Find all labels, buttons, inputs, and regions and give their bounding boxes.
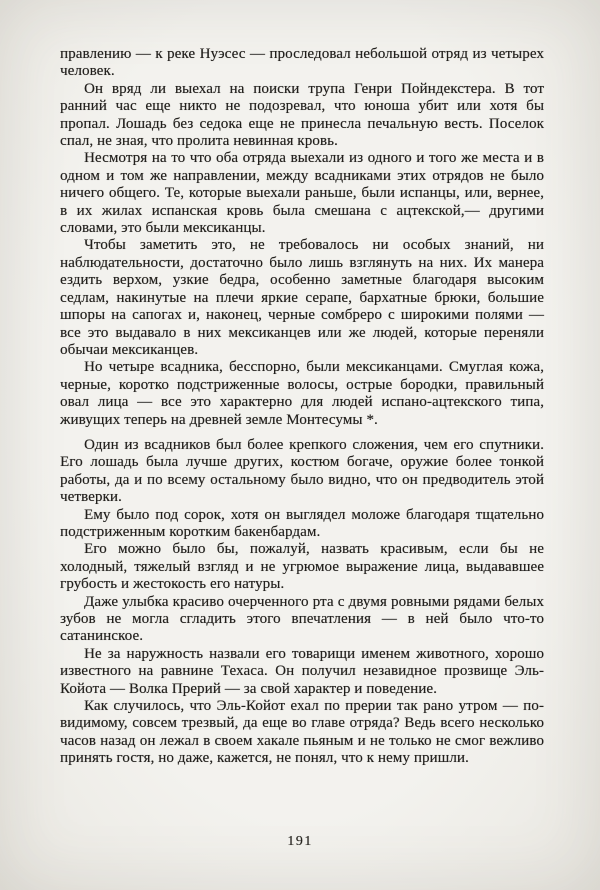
paragraph-continuation: правлению — к реке Нуэсес — проследовал небольшой отряд из четырех человек. xyxy=(60,46,544,80)
paragraph: Ему было под сорок, хотя он выглядел моложе благодаря тщательно подстриженным коротким бакенбардам. xyxy=(60,506,544,540)
paragraph: Не за наружность назвали его товарищи именем животного, хорошо известного на равнине Техаса. Он получил незавидное прозвище Эль-Койота — Волка Прерий — за свой характер и поведение. xyxy=(60,645,544,697)
paragraph: Как случилось, что Эль-Койот ехал по прерии так рано утром — по-видимому, совсем трезвый, да еще во главе отряда? Ведь всего несколько часов назад он лежал в своем хакале пьяным и не только не смог вежливо принять гостя, но даже, кажется, не понял, что к нему пришли. xyxy=(60,698,544,767)
paragraph: Даже улыбка красиво очерченного рта с двумя ровными рядами белых зубов не могла сгладить этого впечатления — в ней было что-то сатанинское. xyxy=(60,593,544,645)
paragraph: Один из всадников был более крепкого сложения, чем его спутники. Его лошадь была лучше других, костюм богаче, оружие более тонкой работы, да и по всему остальному было видно, что он предводитель этой четверки. xyxy=(60,436,544,506)
paragraph: Он вряд ли выехал на поиски трупа Генри Пойндекстера. В тот ранний час еще никто не подозревал, что юноша убит или хотя бы пропал. Лошадь без седока еще не принесла печальную весть. Поселок спал, не зная, что пролита невинная кровь. xyxy=(60,80,544,150)
paragraph: Чтобы заметить это, не требовалось ни особых знаний, ни наблюдательности, достаточно было лишь взглянуть на них. Их манера ездить верхом, узкие бедра, особенно заметные благодаря высоким седлам, накинутые на плечи яркие серапе, бархатные брюки, большие шпоры на сапогах и, наконец, черные сомбреро с широкими полями — все это выдавало в них мексиканцев или же людей, которые переняли обычаи мексиканцев. xyxy=(60,237,544,358)
paragraph: Но четыре всадника, бесспорно, были мексиканцами. Смуглая кожа, черные, коротко подстриженные волосы, острые бородки, правильный овал лица — все это характерно для людей испано-ацтекского типа, живущих теперь на древней земле Монтесумы *. xyxy=(60,359,544,428)
paragraph: Несмотря на то что оба отряда выехали из одного и того же места и в одном и том же направлении, между всадниками этих отрядов не было ничего общего. Те, которые выехали раньше, были испанцы, или, вернее, в их жилах испанская кровь была смешана с ацтекской,— другими словами, это были мексиканцы. xyxy=(60,150,544,237)
page-number: 191 xyxy=(287,834,313,849)
page-text xyxy=(60,46,544,768)
paragraph: Его можно было бы, пожалуй, назвать красивым, если бы не холодный, тяжелый взгляд и не угрюмое выражение лица, выдававшее грубость и жестокость его натуры. xyxy=(60,541,544,593)
